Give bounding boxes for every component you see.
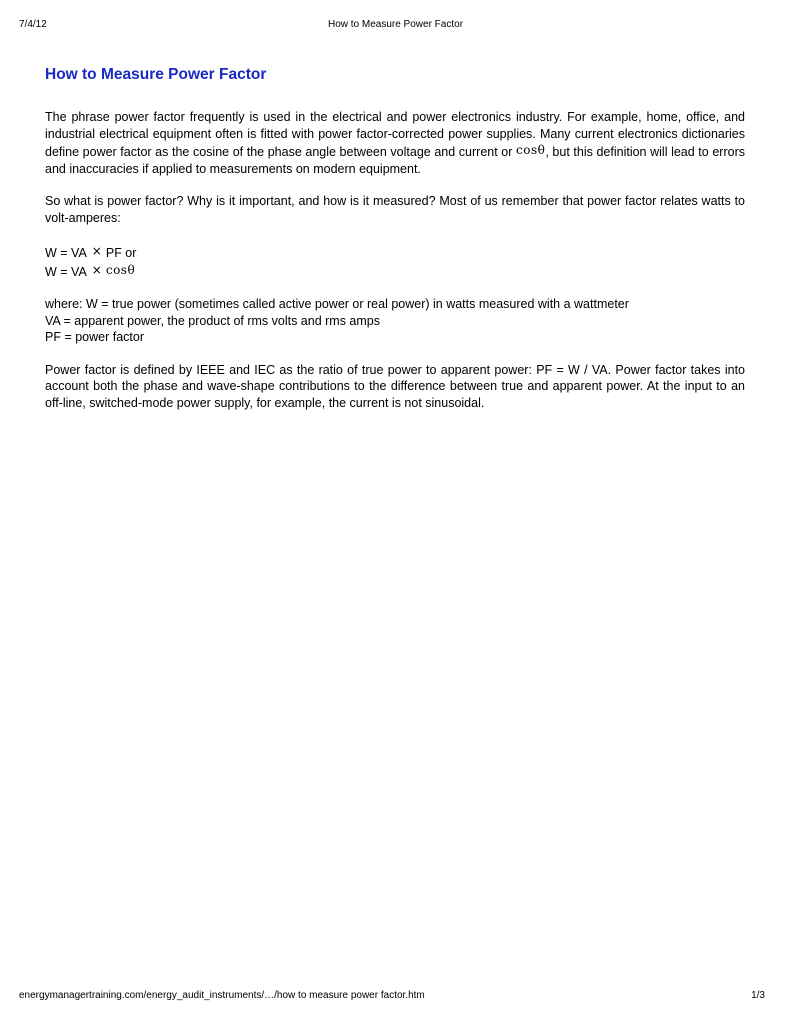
multiply-icon: × [91, 263, 102, 277]
print-title: How to Measure Power Factor [327, 19, 464, 30]
paragraph-intro-tail: , but this definition will lead to errors and inaccuracies if applied to measurements on modern equipment. [45, 145, 745, 176]
print-date: 7/4/12 [19, 19, 47, 30]
equation-1 [45, 242, 745, 261]
paragraph-intro [45, 109, 745, 177]
definition-apparent-power: VA = apparent power, the product of rms volts and rms amps [45, 313, 381, 328]
paragraph-question: So what is power factor? Why is it important, and how is it measured? Most of us remember that power factor relates watts to volt-amperes: [45, 194, 745, 225]
page-number: 1/3 [751, 990, 765, 1001]
article-heading: How to Measure Power Factor [45, 66, 267, 83]
paragraph-intro-text: The phrase power factor frequently is used in the electrical and power electronics industry. For example, home, office, and industrial electrical equipment often is fitted with power factor-corrected power supplies. Many current electronics dictionaries define power factor as the cosine of the phase angle between voltage and current or [45, 110, 745, 159]
multiply-icon: × [91, 244, 102, 258]
equation-2-lhs: W = VA [45, 265, 87, 279]
equation-1-lhs: W = VA [45, 246, 87, 260]
equation-1-rhs: PF or [105, 246, 137, 260]
cos-theta-symbol: cosθ [516, 143, 546, 157]
definition-power-factor: PF = power factor [45, 330, 144, 344]
definitions-block [45, 296, 745, 346]
cos-theta-symbol: cosθ [105, 263, 136, 277]
definition-true-power: where: W = true power (sometimes called active power or real power) in watts measured with a wattmeter [45, 297, 629, 311]
article [45, 64, 745, 427]
equation-2 [45, 261, 745, 280]
print-url: energymanagertraining.com/energy_audit_instruments/…/how to measure power factor.htm [19, 990, 425, 1001]
equation-block [45, 242, 745, 280]
paragraph-definition: Power factor is defined by IEEE and IEC as the ratio of true power to apparent power: PF = W / VA. Power factor takes into account both the phase and wave-shape contributions to the difference between true and apparent power. At the input to an off-line, switched-mode power supply, for example, the current is not sinusoidal. [45, 362, 745, 410]
